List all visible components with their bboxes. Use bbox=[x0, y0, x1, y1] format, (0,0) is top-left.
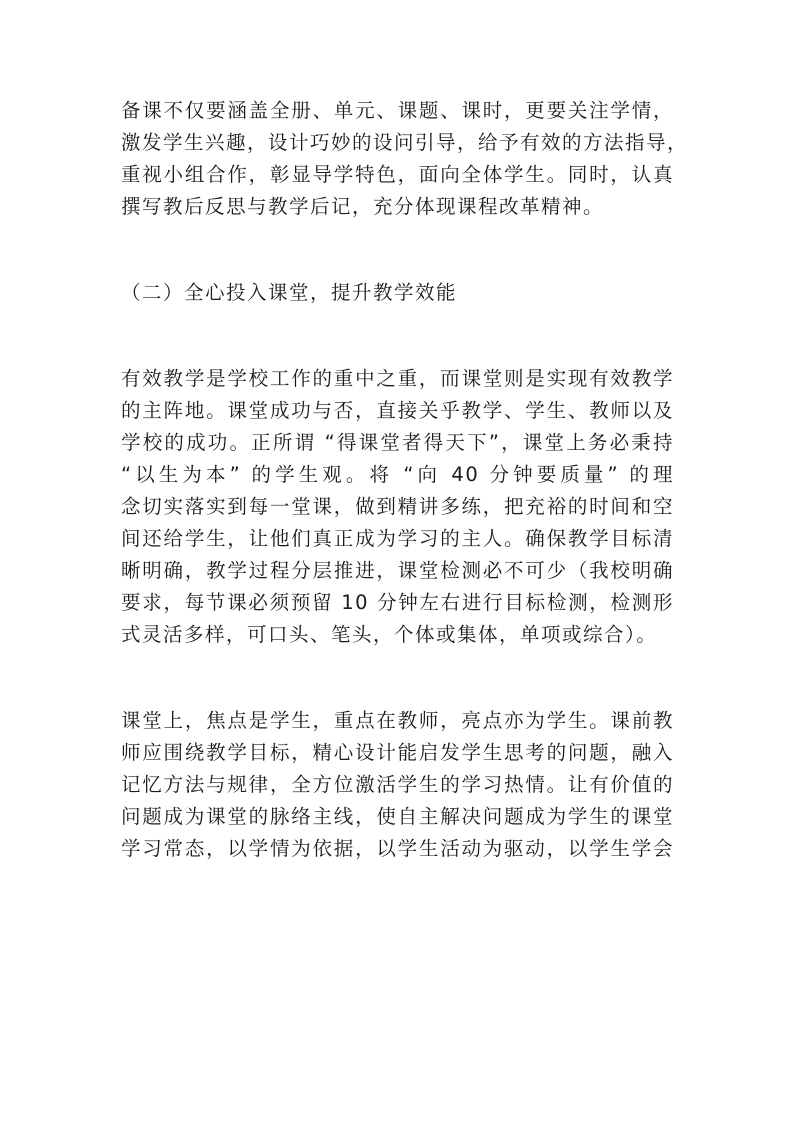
document-page bbox=[121, 95, 689, 919]
text-line: 念切实落实到每一堂课，做到精讲多练，把充裕的时间和空 bbox=[121, 495, 674, 518]
text-line: 间还给学生，让他们真正成为学习的主人。确保教学目标清 bbox=[121, 527, 674, 550]
text-line: 师应围绕教学目标，精心设计能启发学生思考的问题，融入 bbox=[121, 741, 674, 764]
text-line: 备课不仅要涵盖全册、单元、课题、课时，更要关注学情， bbox=[121, 99, 674, 122]
paragraph-classroom-focus bbox=[121, 705, 674, 865]
text-line: 课堂上，焦点是学生，重点在教师，亮点亦为学生。课前教 bbox=[121, 709, 674, 732]
text-line: 学习常态，以学情为依据，以学生活动为驱动，以学生学会 bbox=[121, 837, 674, 860]
paragraph-classroom-efficiency bbox=[121, 363, 674, 651]
text-line: 晰明确，教学过程分层推进，课堂检测必不可少（我校明确 bbox=[121, 559, 674, 582]
text-line: 有效教学是学校工作的重中之重，而课堂则是实现有效教学 bbox=[121, 367, 674, 390]
text-line: 激发学生兴趣，设计巧妙的设问引导，给予有效的方法指导， bbox=[121, 131, 689, 154]
text-line: 问题成为课堂的脉络主线，使自主解决问题成为学生的课堂 bbox=[121, 805, 674, 828]
text-line: 式灵活多样，可口头、笔头，个体或集体，单项或综合）。 bbox=[121, 623, 658, 646]
text-line: 撰写教后反思与教学后记，充分体现课程改革精神。 bbox=[121, 195, 605, 218]
text-line: 学校的成功。正所谓 “得课堂者得天下”，课堂上务必秉持 bbox=[121, 431, 674, 454]
paragraph-lesson-preparation bbox=[121, 95, 689, 223]
text-line: “以生为本” 的学生观。将 “向 40 分钟要质量” 的理 bbox=[121, 463, 674, 486]
text-line: 要求，每节课必须预留 10 分钟左右进行目标检测，检测形 bbox=[121, 591, 674, 614]
text-line: 重视小组合作，彰显导学特色，面向全体学生。同时，认真 bbox=[121, 163, 674, 186]
text-line: 记忆方法与规律，全方位激活学生的学习热情。让有价值的 bbox=[121, 773, 674, 796]
text-line: 的主阵地。课堂成功与否，直接关乎教学、学生、教师以及 bbox=[121, 399, 674, 422]
heading-text: （二）全心投入课堂，提升教学效能 bbox=[121, 281, 458, 304]
section-heading bbox=[121, 277, 674, 309]
